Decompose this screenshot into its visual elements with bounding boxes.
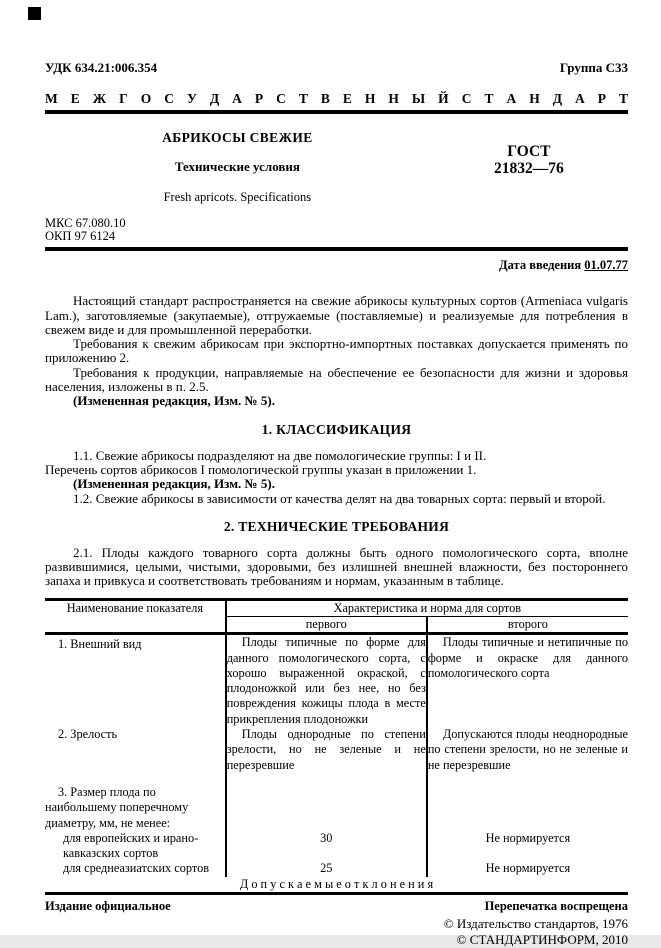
second-grade-cell — [427, 634, 628, 727]
first-grade-cell — [226, 727, 427, 773]
gost-column — [430, 122, 628, 205]
clause-1-1: 1.1. Свежие абрикосы подразделяют на две помологические группы: I и II. — [73, 447, 487, 463]
permissible-deviations-label: Д о п у с к а е м ы е о т к л о н е н и я — [45, 877, 628, 894]
table-header-row-1 — [45, 599, 628, 616]
section-1-amendment-note: (Измененная редакция, Изм. № 5). — [73, 476, 275, 492]
document-title-english: Fresh apricots. Specifications — [163, 190, 312, 204]
udk-code: УДК 634.21:006.354 — [45, 60, 158, 75]
classification-row — [45, 0, 628, 76]
preamble-amendment-note: (Измененная редакция, Изм. № 5). — [73, 393, 275, 409]
clause-1-1-continued: Перечень сортов абрикосов I помологической группы указан в приложении 1. — [45, 461, 477, 477]
section-2-heading: 2. ТЕХНИЧЕСКИЕ ТРЕБОВАНИЯ — [223, 518, 450, 534]
indicator-label: 1. Внешний вид — [58, 637, 142, 652]
document-subtitle: Технические условия — [174, 159, 300, 174]
footer-row — [45, 899, 628, 914]
group-code: Группа С33 — [559, 60, 628, 75]
mks-code: МКС 67.080.10 — [45, 216, 126, 230]
introduction-date-label: Дата введения — [499, 258, 582, 273]
column-header-indicator: Наименование показателя — [45, 599, 226, 634]
indicator-cell — [45, 773, 226, 831]
indicator-label: для среднеазиатских сортов — [63, 861, 210, 876]
column-header-characteristic: Характеристика и норма для сортов — [226, 599, 628, 616]
second-grade-cell — [427, 727, 628, 773]
indicator-cell — [45, 727, 226, 773]
gost-designation — [430, 143, 628, 178]
standard-type-banner: М Е Ж Г О С У Д А Р С Т В Е Н Н Ы Й С Т А Н Д А Р Т — [45, 91, 628, 106]
table-row-ripeness — [45, 727, 628, 773]
title-block — [45, 122, 628, 205]
official-edition-label: Издание официальное — [45, 899, 171, 914]
second-grade-value: Не нормируется — [485, 861, 571, 876]
second-grade-text: Плоды типичные и нетипичные по форме и окраске для данного помологического сорта — [427, 635, 628, 680]
requirements-table — [45, 598, 628, 895]
table-row-central-asian-varieties — [45, 861, 628, 876]
table-row-appearance — [45, 634, 628, 727]
preamble-paragraph-1: Настоящий стандарт распространяется на свежие абрикосы культурных сортов (Armeniaca vulgaris Lam.), заготовляемые (закупаемые), отгружаемые (поставляемые) и реализуемые для потребления в свежем виде и для промышленной переработки. — [45, 293, 628, 337]
indicator-cell — [45, 634, 226, 727]
section-1-heading: 1. КЛАССИФИКАЦИЯ — [261, 421, 412, 437]
copyright-block — [45, 916, 628, 948]
indicator-label: 3. Размер плода по наибольшему поперечному диаметру, мм, не менее: — [45, 784, 189, 830]
column-header-first-grade: первого — [226, 617, 427, 634]
indicator-cell — [45, 861, 226, 876]
first-grade-cell — [226, 634, 427, 727]
codes-block — [45, 217, 628, 243]
first-grade-text: Плоды типичные по форме для данного помологического сорта, с хорошо выраженной окраской, с плодоножкой или без нее, но без повреждения кожицы плода в месте прикрепления плодоножки — [226, 635, 426, 726]
indicator-label: 2. Зрелость — [58, 727, 118, 742]
introduction-date-value: 01.07.77 — [584, 258, 628, 273]
table-span-footer-row — [45, 877, 628, 894]
document-title: АБРИКОСЫ СВЕЖИЕ — [162, 130, 313, 145]
title-column — [45, 122, 430, 205]
first-grade-cell — [226, 773, 427, 831]
codes-divider — [45, 247, 628, 251]
introduction-date — [45, 258, 628, 273]
second-grade-value: Не нормируется — [485, 830, 571, 845]
scan-corner-mark — [28, 7, 41, 20]
copyright-line-2010: © СТАНДАРТИНФОРМ, 2010 — [456, 932, 628, 948]
preamble-paragraph-3: Требования к продукции, направляемые на обеспечение ее безопасности для жизни и здоровья населения, изложены в п. 2.5. — [45, 364, 628, 395]
indicator-label: для европейских и ирано-кавказских сортов — [63, 830, 199, 861]
clause-2-1: 2.1. Плоды каждого товарного сорта должны быть одного помологического сорта, вполне развившимися, целыми, чистыми, здоровыми, без излишней внешней влажности, без постороннего запаха и привкуса и соответствовать требованиям и нормам, указанным в таблице. — [45, 544, 628, 589]
gost-label: ГОСТ — [507, 143, 551, 160]
column-header-second-grade: второго — [427, 617, 628, 634]
table-row-european-varieties — [45, 831, 628, 862]
gost-number: 21832—76 — [494, 160, 564, 178]
table-row-size-heading — [45, 773, 628, 831]
clause-1-2: 1.2. Свежие абрикосы в зависимости от качества делят на два товарных сорта: первый и второй. — [73, 490, 606, 506]
section-2-body — [45, 546, 628, 589]
reprint-prohibited-label: Перепечатка воспрещена — [484, 899, 628, 914]
copyright-line-1976: © Издательство стандартов, 1976 — [443, 916, 628, 932]
okp-code: ОКП 97 6124 — [45, 229, 116, 244]
second-grade-text: Допускаются плоды неоднородные по степени зрелости, но не зеленые и не перезревшие — [427, 727, 628, 772]
preamble — [45, 294, 628, 408]
top-divider — [45, 110, 628, 114]
indicator-cell — [45, 831, 226, 862]
section-1-body — [45, 449, 628, 506]
second-grade-cell — [427, 773, 628, 831]
preamble-paragraph-2: Требования к свежим абрикосам при экспортно-импортных поставках допускается применять по приложению 2. — [45, 336, 628, 366]
first-grade-value: 25 — [226, 861, 427, 876]
first-grade-text: Плоды однородные по степени зрелости, но не зеленые и не перезревшие — [226, 727, 426, 772]
first-grade-value: 30 — [226, 831, 427, 862]
